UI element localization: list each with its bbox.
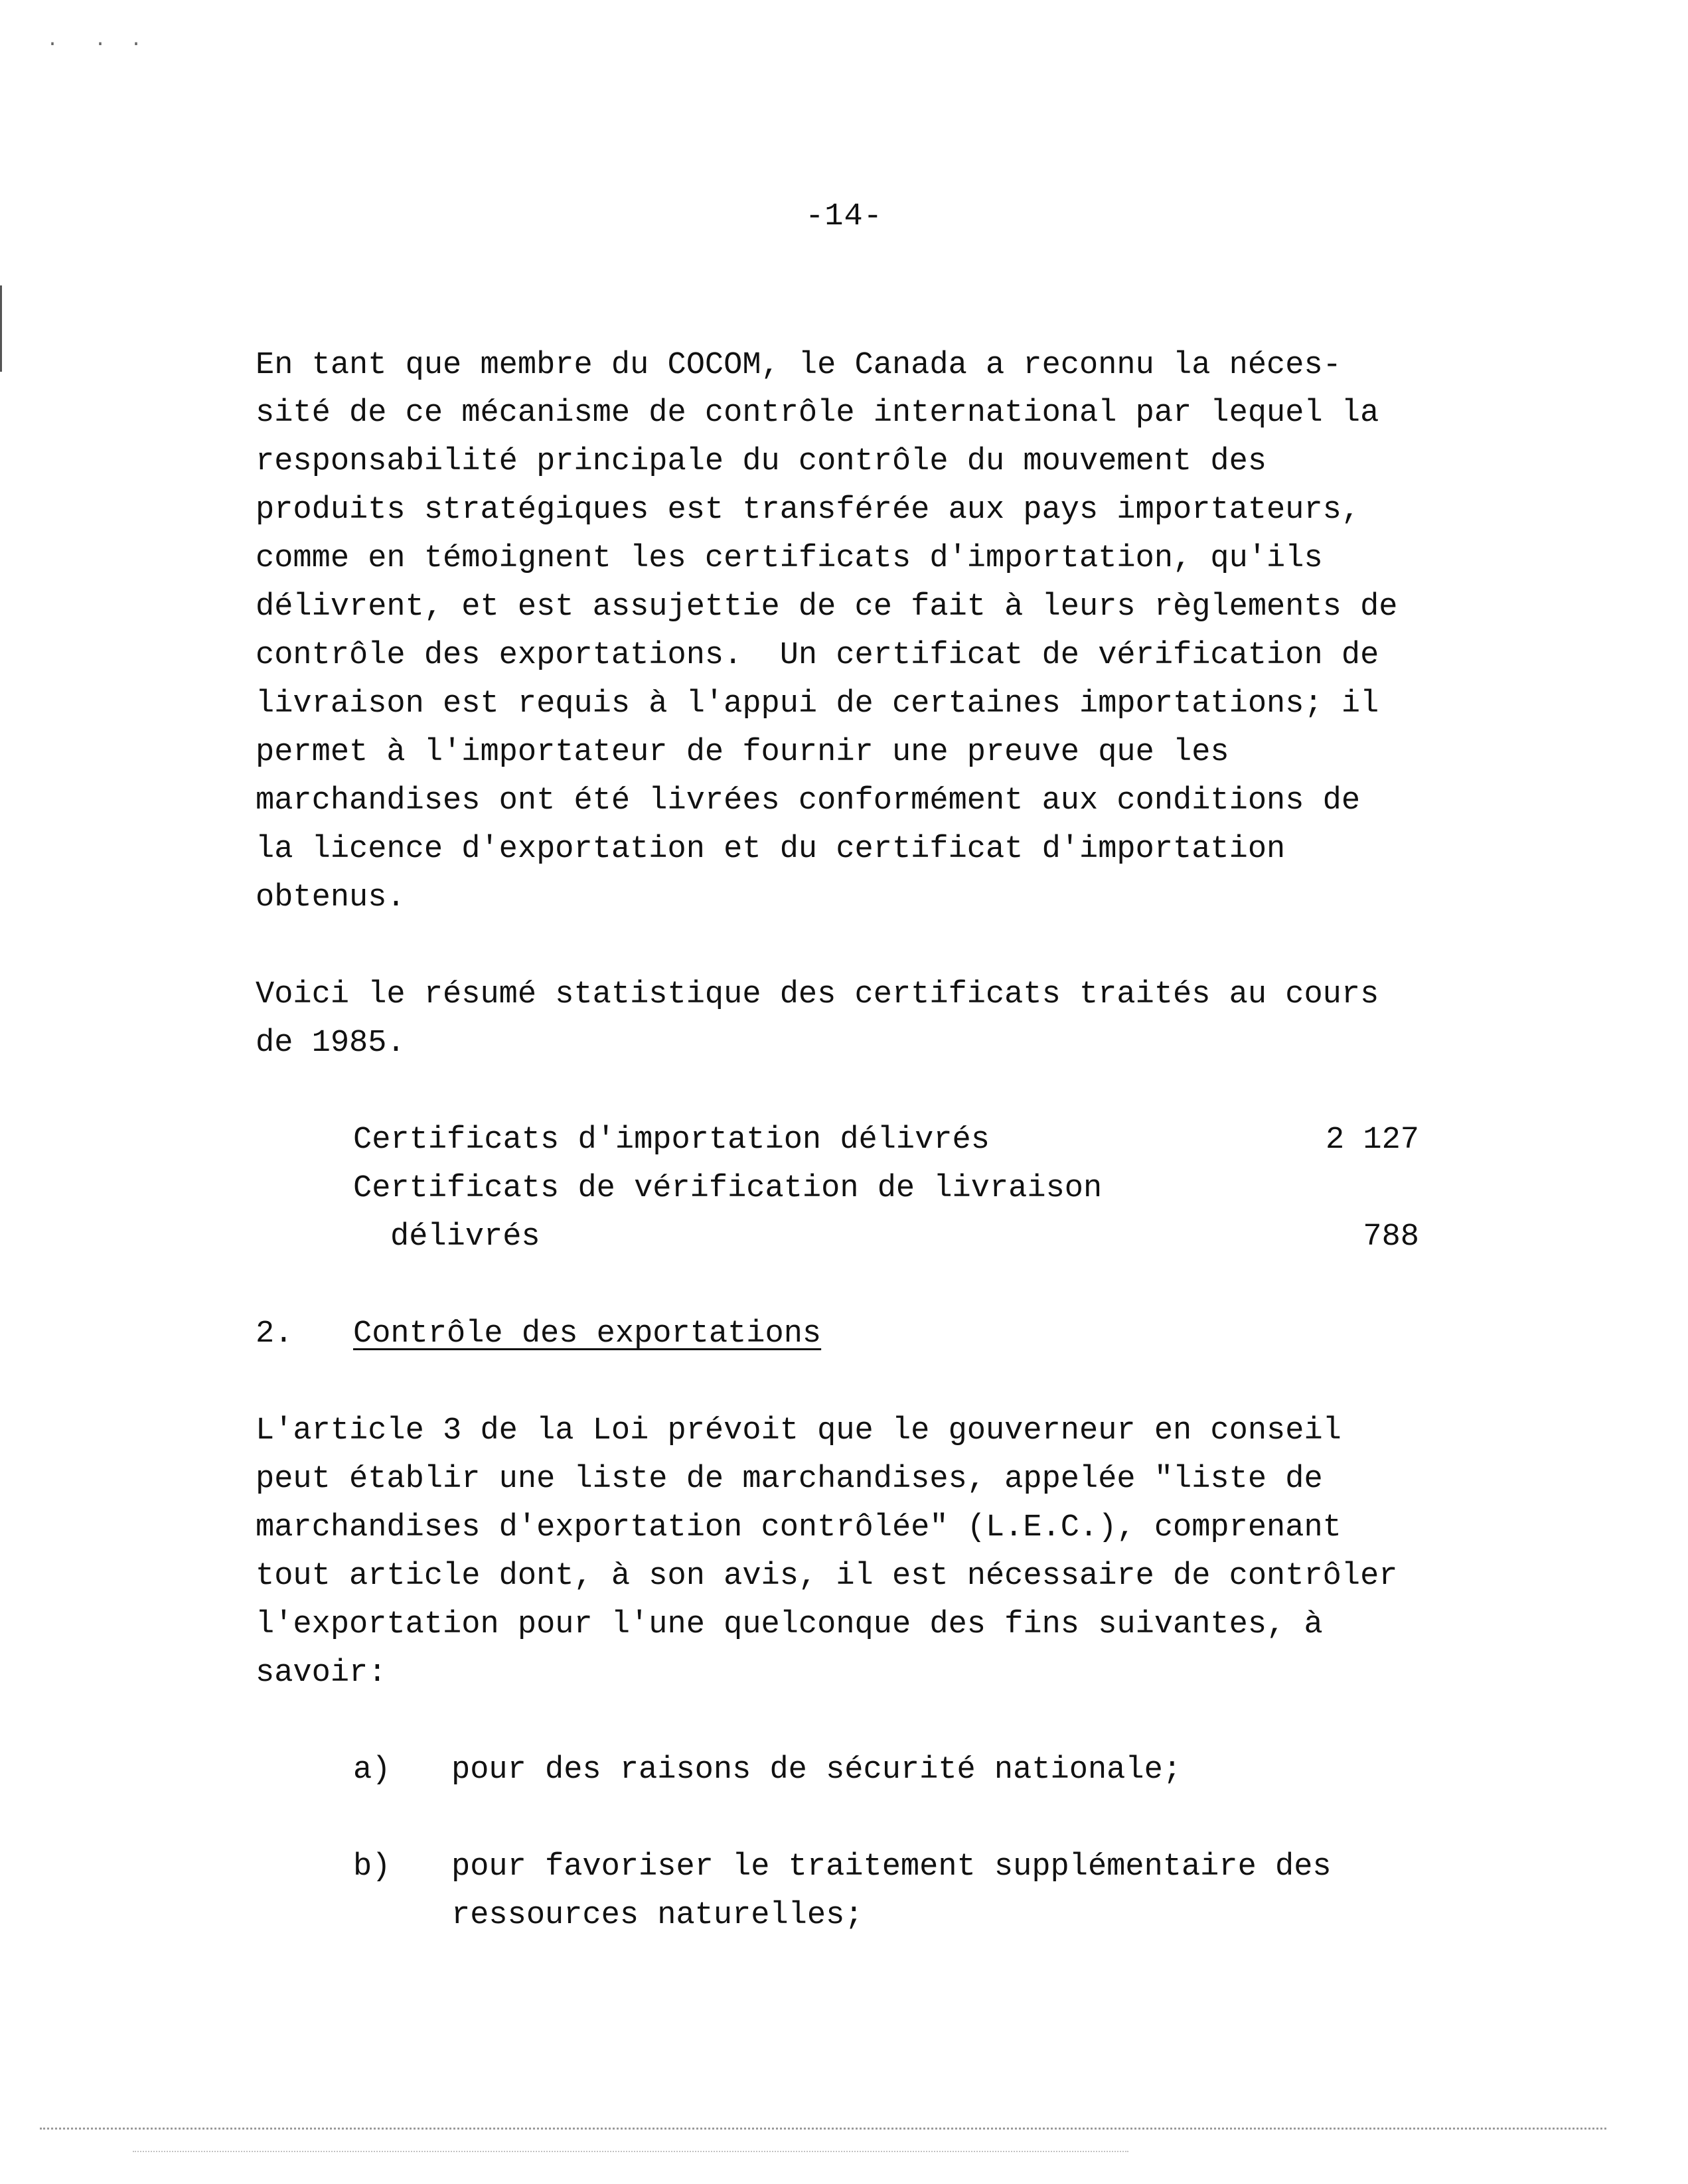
stat-label-delivery-verification-cont: délivrés — [390, 1219, 540, 1255]
text-line: marchandises d'exportation contrôlée" (L.E.C.), comprenant — [256, 1510, 1342, 1545]
stat-label-delivery-verification: Certificats de vérification de livraison — [353, 1171, 1103, 1206]
text-line: savoir: — [256, 1656, 387, 1691]
scan-edge-mark — [0, 285, 2, 372]
text-line: l'exportation pour l'une quelconque des fins suivantes, à — [256, 1607, 1323, 1642]
text-line: responsabilité principale du contrôle du mouvement des — [256, 444, 1267, 479]
list-marker: a) — [353, 1753, 391, 1788]
text-line: de 1985. — [256, 1026, 406, 1061]
stat-value-import-certificates: 2 127 — [1325, 1123, 1419, 1158]
text-line: sité de ce mécanisme de contrôle international par lequel la — [256, 396, 1379, 431]
section-title: Contrôle des exportations — [353, 1316, 822, 1352]
stat-value-delivery-verification: 788 — [1363, 1219, 1419, 1255]
text-line: permet à l'importateur de fournir une preuve que les — [256, 735, 1229, 770]
list-marker: b) — [353, 1849, 391, 1885]
list-item-text: pour des raisons de sécurité nationale; — [451, 1753, 1182, 1788]
list-item-text: pour favoriser le traitement supplémentaire des — [451, 1849, 1332, 1885]
text-line: En tant que membre du COCOM, le Canada a reconnu la néces- — [256, 348, 1342, 383]
text-line: produits stratégiques est transférée aux pays importateurs, — [256, 493, 1361, 528]
text-line: livraison est requis à l'appui de certaines importations; il — [256, 686, 1379, 722]
stat-label-import-certificates: Certificats d'importation délivrés — [353, 1123, 990, 1158]
text-line: peut établir une liste de marchandises, appelée "liste de — [256, 1462, 1323, 1497]
text-line: marchandises ont été livrées conformément aux conditions de — [256, 783, 1361, 819]
text-line: comme en témoignent les certificats d'importation, qu'ils — [256, 541, 1323, 576]
text-line: contrôle des exportations. Un certificat de vérification de — [256, 638, 1379, 673]
text-line: obtenus. — [256, 880, 406, 915]
text-line: tout article dont, à son avis, il est nécessaire de contrôler — [256, 1559, 1398, 1594]
text-line: la licence d'exportation et du certificat d'importation — [256, 832, 1286, 867]
text-line: délivrent, et est assujettie de ce fait à leurs règlements de — [256, 589, 1398, 625]
text-line: L'article 3 de la Loi prévoit que le gouverneur en conseil — [256, 1413, 1342, 1448]
list-item-text: ressources naturelles; — [451, 1898, 864, 1933]
scan-noise-dots: · · · — [46, 33, 143, 56]
page-number: -14- — [805, 199, 883, 234]
section-number: 2. — [256, 1316, 293, 1352]
scan-noise-line — [40, 2128, 1606, 2130]
scan-noise-line — [133, 2151, 1128, 2152]
text-line: Voici le résumé statistique des certificats traités au cours — [256, 977, 1379, 1012]
